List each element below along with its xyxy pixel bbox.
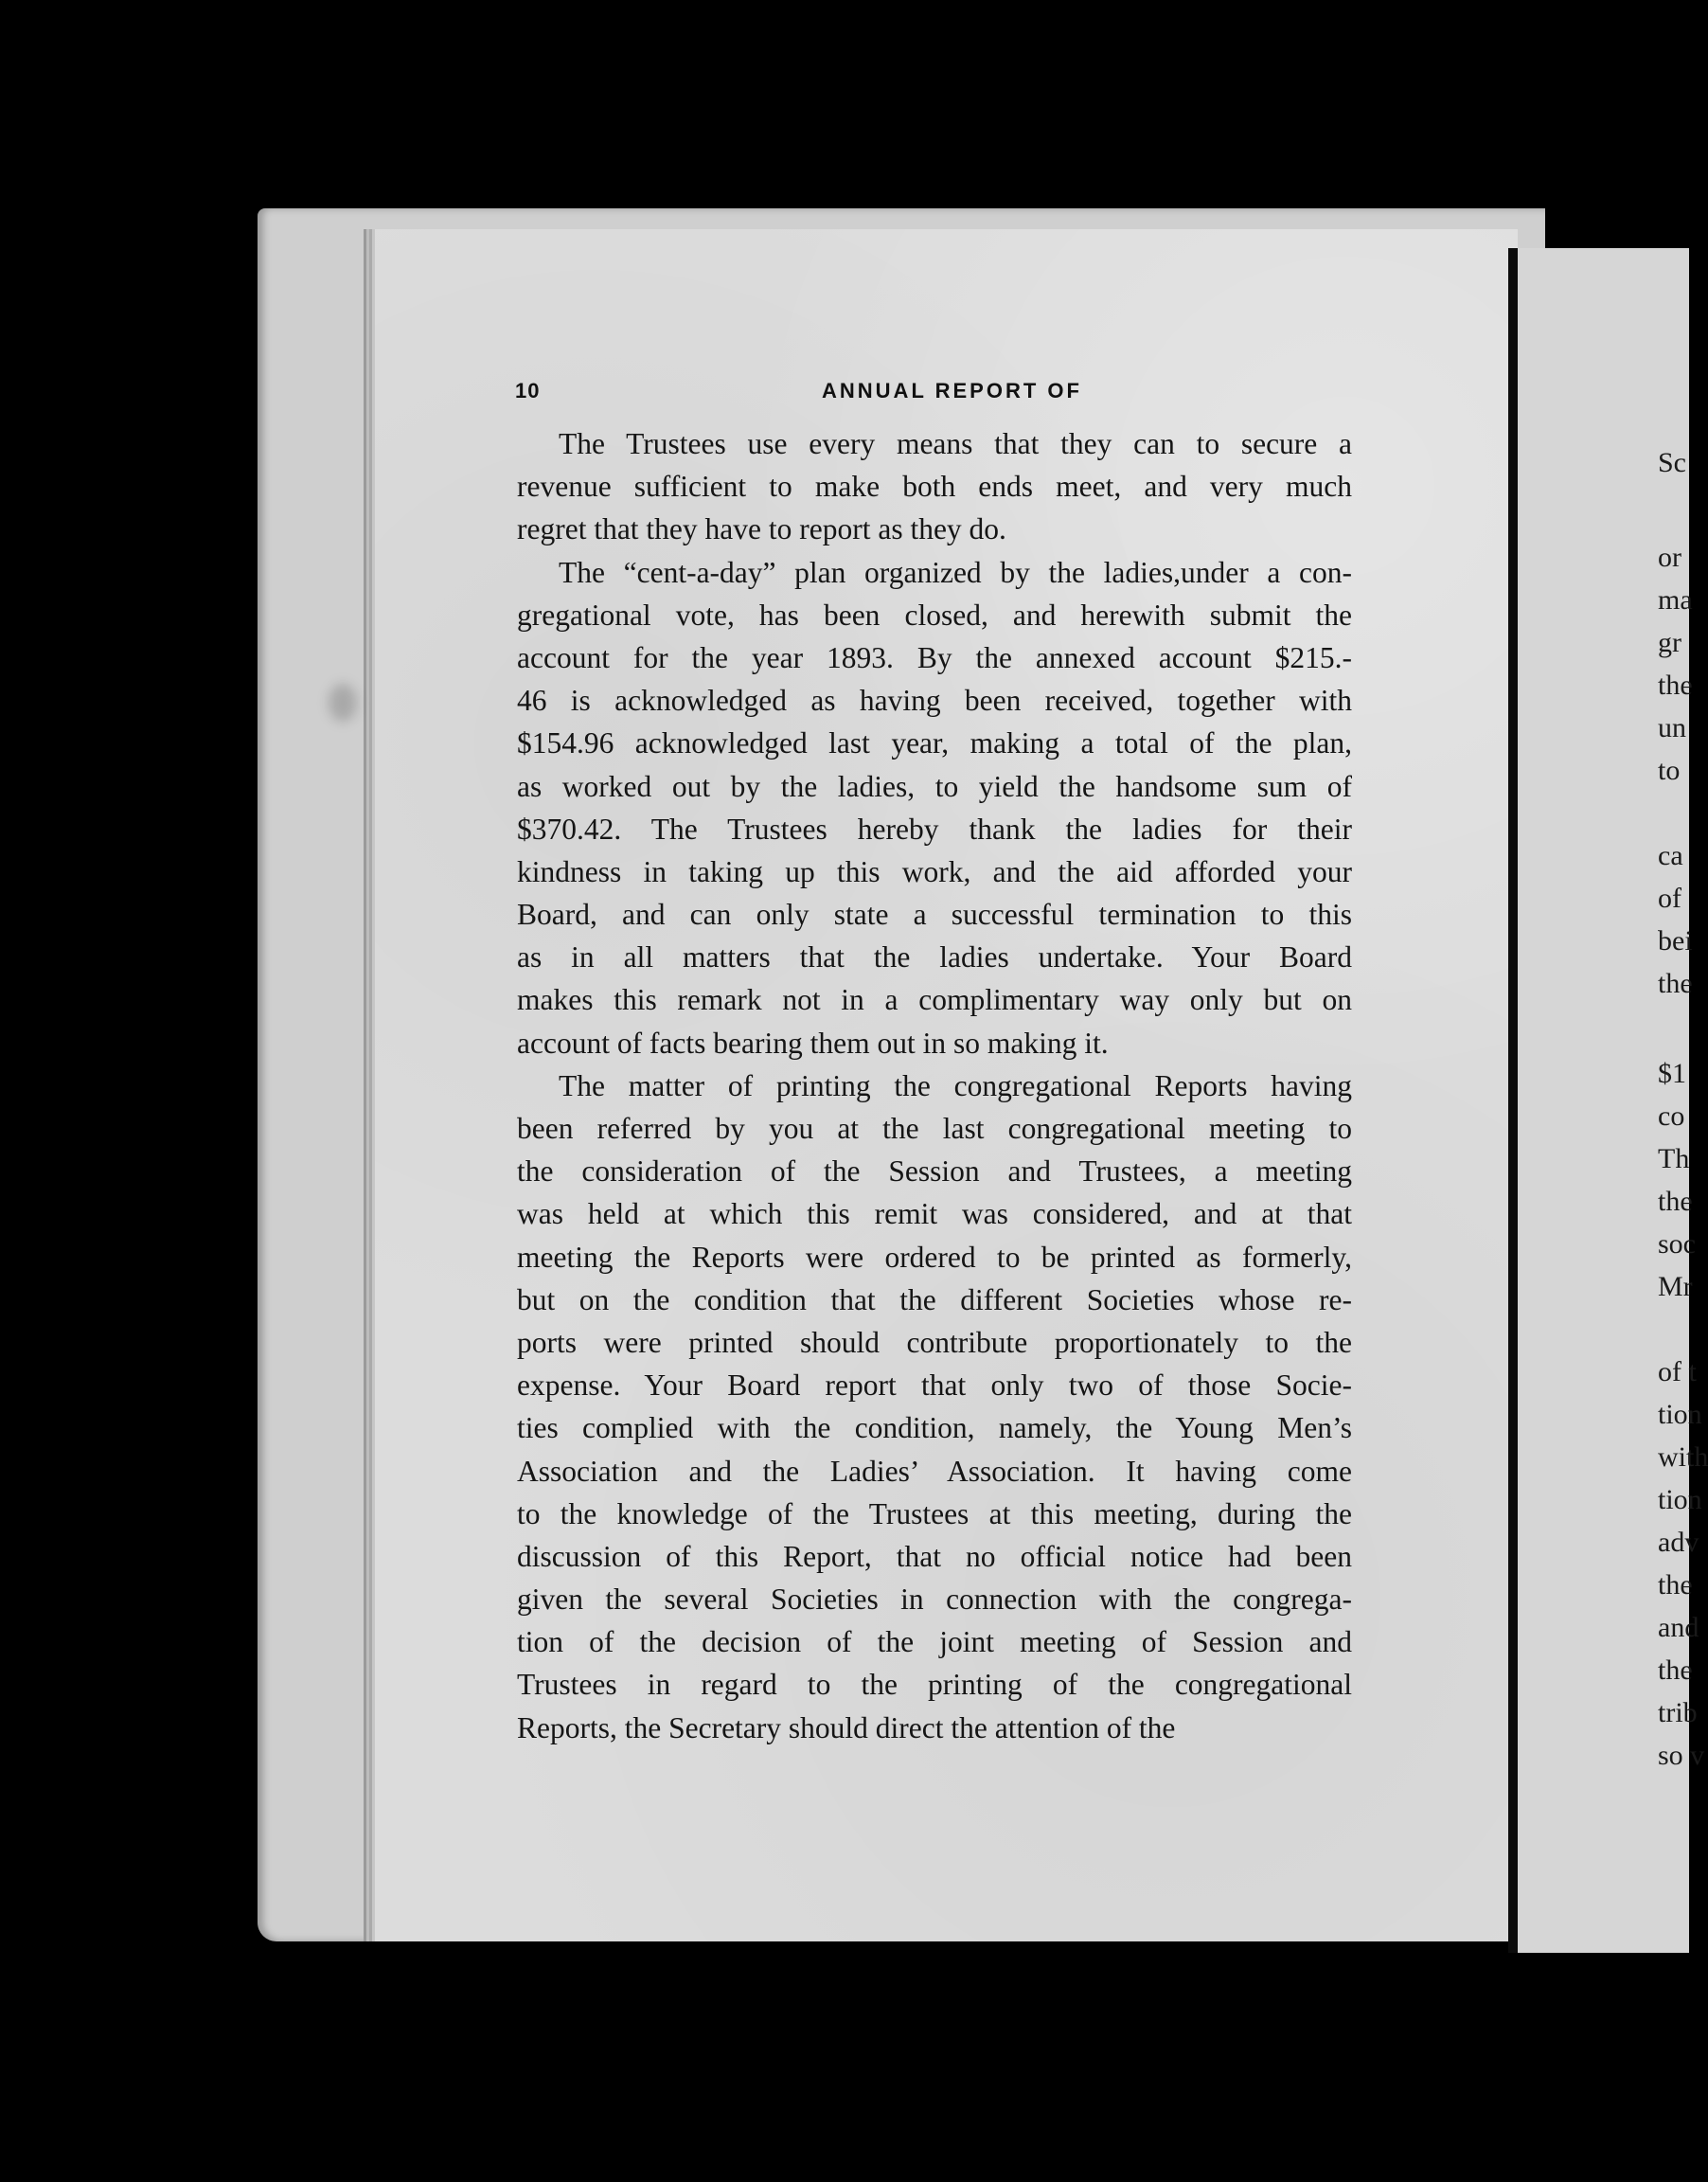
facing-page-fragment: with	[1658, 1441, 1708, 1473]
running-head	[515, 379, 1344, 407]
facing-page-fragment: the	[1658, 1186, 1693, 1217]
ink-smudge	[329, 684, 357, 722]
text-line: Reports, the Secretary should direct the attention of the	[517, 1710, 1176, 1744]
page-gutter	[1508, 248, 1518, 1953]
text-line: as worked out by the ladies, to yield the handsome sum of	[517, 769, 1352, 803]
text-line: tion of the decision of the joint meeting of Session and	[517, 1625, 1352, 1659]
facing-page-fragment: Sc	[1658, 447, 1686, 478]
text-line: account for the year 1893. By the annexed account $215.-	[517, 640, 1352, 674]
facing-page-fragment: of	[1658, 883, 1681, 914]
facing-page-fragment: so v	[1658, 1740, 1705, 1771]
facing-page-fragment: to	[1658, 755, 1681, 786]
text-line: to the knowledge of the Trustees at this meeting, during the	[517, 1496, 1352, 1530]
facing-page-fragment: adv	[1658, 1527, 1699, 1558]
facing-page-fragment: the	[1658, 1569, 1693, 1601]
facing-page-fragment: trib	[1658, 1697, 1698, 1728]
facing-page-fragment: tion	[1658, 1484, 1702, 1515]
body-text	[517, 422, 1352, 1749]
text-line: was held at which this remit was considered, and at that	[517, 1197, 1352, 1231]
text-line: The “cent-a-day” plan organized by the ladies,under a con-	[559, 555, 1352, 589]
text-line: given the several Societies in connection with the congrega-	[517, 1583, 1352, 1617]
paragraph	[517, 1064, 1352, 1749]
facing-page-fragment: co	[1658, 1100, 1685, 1132]
facing-page-fragment: gr	[1658, 627, 1681, 658]
text-line: Board, and can only state a successful termination to this	[517, 898, 1352, 932]
facing-page-fragment: un	[1658, 712, 1686, 743]
facing-page-fragment: ma	[1658, 584, 1693, 616]
paragraph	[517, 551, 1352, 1064]
text-line: been referred by you at the last congregational meeting to	[517, 1112, 1352, 1145]
text-line: but on the condition that the different Societies whose re-	[517, 1282, 1352, 1316]
facing-page-fragment: Mr	[1658, 1271, 1693, 1302]
facing-page-fragment: of t	[1658, 1356, 1697, 1387]
facing-page-fragment: Th	[1658, 1143, 1690, 1174]
running-head-title: ANNUAL REPORT OF	[822, 379, 1082, 402]
right-facing-page	[1518, 248, 1708, 1953]
text-line: account of facts bearing them out in so making it.	[517, 1026, 1109, 1060]
paragraph	[517, 422, 1352, 551]
text-line: expense. Your Board report that only two of those Socie-	[517, 1368, 1352, 1403]
text-line: ports were printed should contribute proportionately to the	[517, 1325, 1352, 1359]
facing-page-fragment: ca	[1658, 840, 1683, 871]
text-line: gregational vote, has been closed, and herewith submit the	[517, 598, 1352, 632]
text-line: makes this remark not in a complimentary way only but on	[517, 983, 1352, 1017]
text-line: Association and the Ladies’ Association. It having come	[517, 1454, 1352, 1488]
text-line: $370.42. The Trustees hereby thank the ladies for their	[517, 812, 1352, 846]
facing-page-fragment: the	[1658, 968, 1693, 999]
facing-page-fragment: or	[1658, 542, 1681, 573]
facing-page-fragment: the	[1658, 1654, 1693, 1686]
text-line: $154.96 acknowledged last year, making a total of the plan,	[517, 726, 1352, 760]
text-line: The matter of printing the congregational Reports having	[559, 1068, 1352, 1102]
facing-page-fragment: soc	[1658, 1228, 1696, 1260]
page-number: 10	[515, 379, 541, 402]
text-line: 46 is acknowledged as having been received, together with	[517, 684, 1352, 718]
text-line: Trustees in regard to the printing of the congregational	[517, 1668, 1352, 1702]
facing-page-fragment: $1	[1658, 1058, 1686, 1089]
facing-page-fragment: bei	[1658, 925, 1693, 957]
text-line: as in all matters that the ladies undertake. Your Board	[517, 940, 1352, 975]
text-line: meeting the Reports were ordered to be printed as formerly,	[517, 1240, 1352, 1274]
text-line: The Trustees use every means that they can to secure a	[559, 427, 1352, 460]
text-line: revenue sufficient to make both ends meet, and very much	[517, 470, 1352, 504]
text-line: regret that they have to report as they do.	[517, 512, 1006, 546]
text-line: the consideration of the Session and Trustees, a meeting	[517, 1154, 1352, 1189]
text-line: ties complied with the condition, namely, the Young Men’s	[517, 1411, 1352, 1445]
text-line: discussion of this Report, that no official notice had been	[517, 1539, 1352, 1573]
facing-page-fragment: tion	[1658, 1399, 1702, 1430]
facing-page-fragment: and	[1658, 1612, 1699, 1643]
text-line: kindness in taking up this work, and the aid afforded your	[517, 854, 1352, 888]
facing-page-fragment: the	[1658, 670, 1693, 701]
